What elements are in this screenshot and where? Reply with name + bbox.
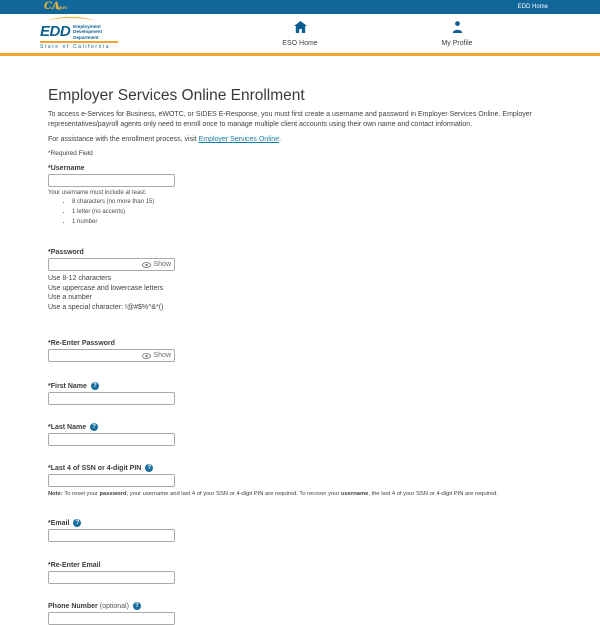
help-icon[interactable]: ?: [91, 382, 99, 390]
ca-gov-logo-gov: gov: [57, 5, 68, 11]
eye-icon: [142, 262, 151, 268]
ssn-pin-label: *Last 4 of SSN or 4-digit PIN: [48, 464, 142, 472]
reenter-email-group: [48, 562, 555, 584]
main-content: [0, 56, 600, 625]
last-name-group: [48, 423, 555, 446]
email-input[interactable]: [48, 529, 175, 542]
username-hint: Your username must include at least:: [48, 190, 147, 196]
last-name-input[interactable]: [48, 433, 175, 446]
reenter-password-group: [48, 340, 555, 362]
edd-logo-tagline: State of California: [40, 43, 111, 50]
reenter-password-show-button[interactable]: Show: [142, 352, 171, 359]
email-label: *Email: [48, 519, 70, 527]
intro-paragraph: To access e-Services for Business, eWOTC, or SIDES E-Response, you must first create a username and password in Employer Services Online. Employer representatives/payroll agents only need to enroll once to manage multiple client accounts using their own name and contact information.: [48, 111, 532, 128]
employer-services-online-link[interactable]: Employer Services Online: [198, 136, 280, 143]
person-icon: [452, 20, 463, 38]
help-icon[interactable]: ?: [73, 519, 81, 527]
reenter-password-label: *Re-Enter Password: [48, 340, 115, 347]
home-icon: [294, 20, 307, 38]
phone-group: [48, 602, 555, 625]
username-input[interactable]: [48, 174, 175, 187]
nav-my-profile-label: My Profile: [441, 40, 473, 47]
phone-input[interactable]: [48, 612, 175, 625]
password-group: [48, 249, 555, 312]
phone-label: Phone Number (optional): [48, 602, 129, 610]
first-name-input[interactable]: [48, 392, 175, 405]
site-header: [0, 14, 600, 53]
edd-home-link[interactable]: EDD Home: [517, 4, 548, 10]
reenter-email-input[interactable]: [48, 571, 175, 584]
email-group: [48, 519, 555, 542]
assistance-line: For assistance with the enrollment process, visit Employer Services Online.: [48, 136, 282, 143]
password-show-button[interactable]: Show: [142, 261, 171, 268]
username-group: [48, 165, 555, 226]
eye-icon: [142, 353, 151, 359]
password-requirements: Use 8-12 characters Use uppercase and lowercase letters Use a number Use a special character: !@#$%^&*(): [48, 275, 164, 311]
edd-logo[interactable]: [40, 17, 130, 50]
first-name-label: *First Name: [48, 382, 87, 390]
nav-eso-home[interactable]: [250, 20, 350, 47]
username-requirements-list: [72, 199, 555, 226]
page-title: Employer Services Online Enrollment: [48, 87, 305, 104]
ca-gov-logo[interactable]: [44, 0, 67, 15]
edd-logo-goldline: [40, 41, 118, 43]
edd-logo-department-lines: Employment Development Department: [73, 24, 103, 40]
username-requirement: • 1 letter (no accents): [72, 209, 555, 216]
reenter-email-label: *Re-Enter Email: [48, 562, 101, 569]
required-field-note: *Required Field: [48, 150, 93, 157]
ssn-pin-group: [48, 464, 555, 498]
help-icon[interactable]: ?: [133, 602, 141, 610]
ca-gov-logo-ca: CA: [44, 1, 60, 12]
nav-my-profile[interactable]: [407, 20, 507, 47]
nav-eso-home-label: ESO Home: [282, 40, 318, 47]
ssn-pin-input[interactable]: [48, 474, 175, 487]
username-requirement: • 1 number: [72, 219, 555, 226]
ssn-pin-note: Note: To reset your password, your username and last 4 of your SSN or 4-digit PIN are required. To recover your username, the last 4 of your SSN or 4-digit PIN are required.: [48, 491, 498, 497]
last-name-label: *Last Name: [48, 423, 87, 431]
help-icon[interactable]: ?: [145, 464, 153, 472]
username-label: *Username: [48, 165, 85, 172]
username-requirement: • 8 characters (no more than 15): [72, 199, 555, 206]
password-label: *Password: [48, 249, 84, 256]
edd-logo-acronym: EDD: [40, 23, 71, 40]
utility-bar: [0, 0, 600, 14]
first-name-group: [48, 382, 555, 405]
help-icon[interactable]: ?: [90, 423, 98, 431]
